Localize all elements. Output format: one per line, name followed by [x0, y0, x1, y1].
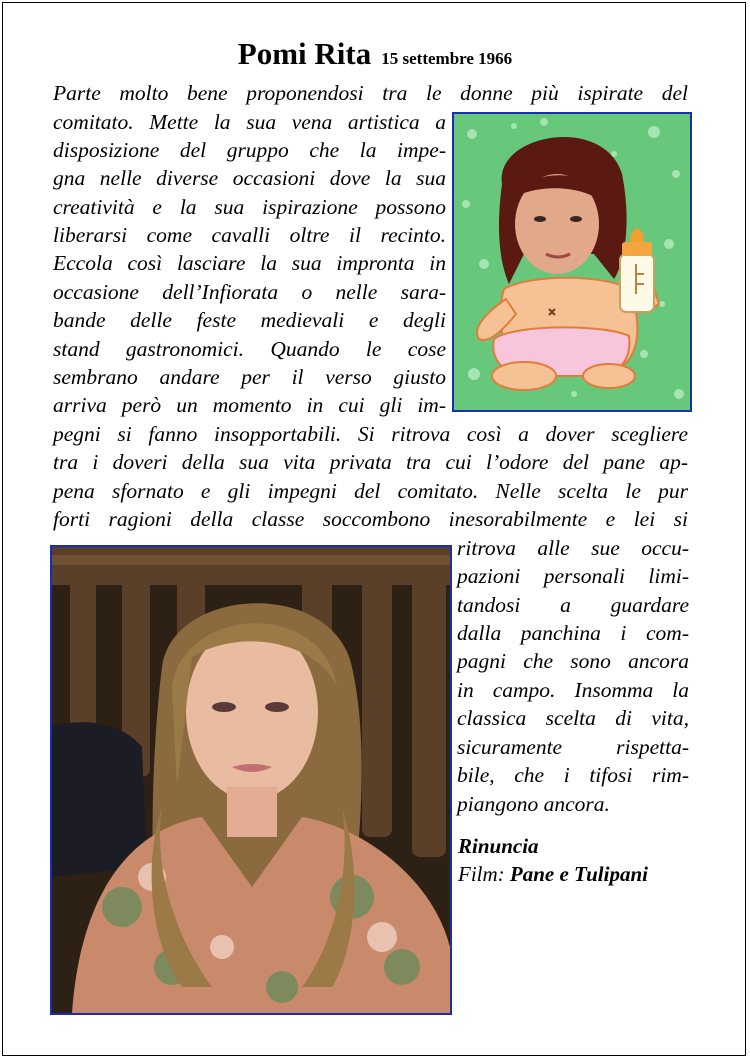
caption-label: Rinuncia [458, 834, 539, 858]
body-line: tandosi a guardare [457, 593, 689, 617]
body-line: occasione dell’Infiorata o nelle sara- [53, 280, 446, 304]
body-line: pazioni personali limi- [457, 564, 689, 588]
body-line: Eccola così lasciare la sua impronta in [53, 251, 446, 275]
film-prefix: Film: [458, 862, 505, 886]
woman-portrait-photo [50, 545, 452, 1015]
body-line: pegni si fanno insopportabili. Si ritrova così a dover scegliere [53, 422, 688, 446]
body-line: bande delle feste medievali e degli [53, 308, 446, 332]
body-line: in campo. Insomma la [457, 678, 689, 702]
body-line: pena sfornato e gli impegni del comitato. Nelle scelta le pur [53, 479, 688, 503]
body-line: ritrova alle sue occu- [457, 536, 689, 560]
page-title [0, 36, 750, 72]
body-line: sembrano andare per il verso giusto [53, 365, 446, 389]
body-line: piangono ancora. [457, 792, 610, 816]
film-caption [458, 862, 648, 887]
body-line: disposizione del gruppo che la impe- [53, 138, 446, 162]
body-line: liberarsi come cavalli oltre il recinto. [53, 223, 446, 247]
birth-date: 15 settembre 1966 [381, 49, 513, 68]
film-title: Pane e Tulipani [509, 862, 648, 886]
body-line: sicuramente rispetta- [457, 735, 689, 759]
body-line: forti ragioni della classe soccombono inesorabilmente e lei si [53, 507, 688, 531]
body-line: pagni che sono ancora [457, 649, 689, 673]
body-line: dalla panchina i com- [457, 621, 689, 645]
body-line: arriva però un momento in cui gli im- [53, 393, 446, 417]
body-line: creatività e la sua ispirazione possono [53, 195, 446, 219]
body-line: comitato. Mette la sua vena artistica a [53, 110, 446, 134]
body-line: bile, che i tifosi rim- [457, 763, 689, 787]
body-line: Parte molto bene proponendosi tra le donne più ispirate del [53, 81, 688, 105]
body-line: tra i doveri della sua vita privata tra cui l’odore del pane ap- [53, 450, 688, 474]
body-line: stand gastronomici. Quando le cose [53, 337, 446, 361]
cartoon-baby-image [452, 112, 692, 412]
body-line: classica scelta di vita, [457, 706, 689, 730]
body-line: gna nelle diverse occasioni dove la sua [53, 166, 446, 190]
person-name: Pomi Rita [237, 36, 372, 71]
